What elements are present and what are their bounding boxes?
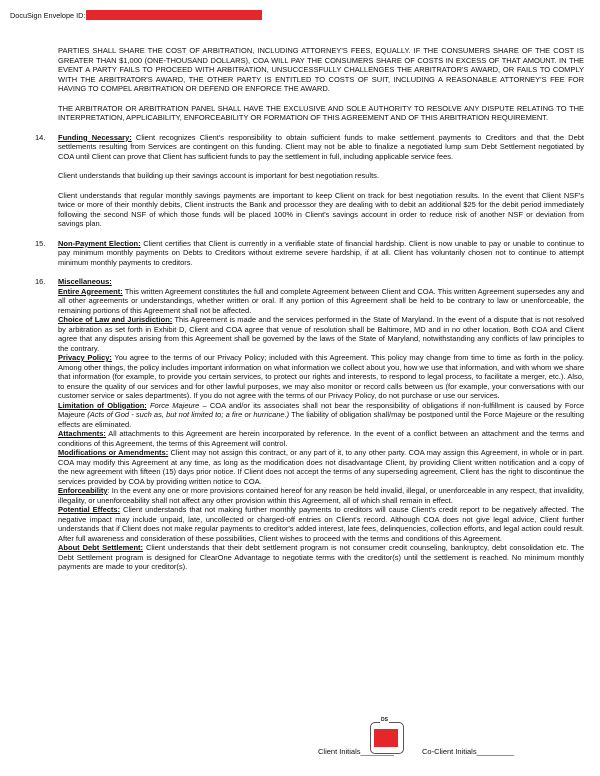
- clause-heading: Privacy Policy:: [58, 353, 112, 362]
- section-heading: Non-Payment Election:: [58, 238, 141, 248]
- clause-text: Client understands that their debt settlement program is not consumer credit counseling, bankruptcy, debt consolidation etc. The Debt Settlement program is designed for ClearOne Advantage to negotiate terms with the creditor(s) until the settlement is reached. No minimum monthly payments are made to your creditor(s).: [58, 543, 584, 571]
- document-body: [35, 46, 585, 582]
- clause-text: The liability of obligation shall/may be postponed until the Force Majeure or the resulting effects are eliminated.: [58, 410, 585, 429]
- savings-paragraph: Client understands that building up their savings account is important for best negotiation results.: [58, 171, 380, 180]
- section-text: Client certifies that Client is currently in a verifiable state of financial hardship. Client is now unable to pay or unable to continue to pay minimum monthly payments on Debts to Creditors without extreme severe hardship, if at all. Client has voluntarily chosen not to continue to attempt minimum monthly payments to creditors.: [58, 238, 584, 267]
- privacy-policy-clause: [58, 353, 584, 401]
- clause-heading: Enforceability: [58, 486, 108, 495]
- clause-heading: About Debt Settlement:: [58, 543, 144, 552]
- section-number: 14.: [35, 132, 46, 142]
- clause-text: This written Agreement constitutes the full and complete Agreement between Client and COA. This written Agreement supersedes any and all other agreements or understandings, whether written or oral. If any portion of this Agreement shall be held to be contrary to law or unenforceable, the remaining portions of this Agreement shall not be affected.: [58, 286, 584, 315]
- section-number: 15.: [35, 238, 46, 248]
- clause-heading: Limitation of Obligation:: [58, 400, 147, 410]
- entire-agreement-clause: [58, 287, 584, 316]
- attachments-clause: [58, 429, 584, 448]
- section-14: [34, 133, 584, 229]
- nsf-paragraph: Client understands that regular monthly savings payments are important to keep Client on track for best negotiation results. In the event that Client NSF's twice or more of their monthly debits, Client instructs the Bank and processor they are dealing with to debit an additional $25 for the debit period immediately following the second NSF of which those funds will be placed 100% in Client's savings account in order to reduce risk of another NSF or deviation from savings plan.: [58, 190, 584, 228]
- arbitration-authority-paragraph: THE ARBITRATOR OR ARBITRATION PANEL SHALL HAVE THE EXCLUSIVE AND SOLE AUTHORITY TO RESOLVE ANY DISPUTE RELATING TO THE INTERPRETATION, APPLICABILITY, ENFORCEABILITY OR FORMATION OF THIS AGREEMENT AND OF THIS ARBITRATION REQUIREMENT.: [58, 103, 584, 122]
- non-payment-paragraph: [58, 239, 584, 268]
- section-number: 16.: [35, 277, 46, 286]
- section-heading: Funding Necessary:: [58, 132, 132, 142]
- clause-heading: Attachments:: [58, 429, 106, 438]
- miscellaneous-heading: Miscellaneous:: [58, 277, 112, 286]
- clause-italic: (Acts of God - such as, but not limited to; a fire or hurricane.): [87, 410, 290, 419]
- section-text: Client recognizes Client's responsibility to obtain sufficient funds to make settlement payments to Creditors and that the Debt settlements resulting from Services are contingent on this funding. Client may not be able to finalize a negotiated lump sum Debt Settlement negotiated by COA until Client can prove that Client has sufficient funds to pay the settlement in full, including applicable service fees.: [58, 132, 584, 161]
- envelope-id-label: [10, 10, 262, 20]
- clause-text: : In the event any one or more provisions contained hereof for any reason be held invalid, illegal, or unenforceable in any respect, that invalidity, illegality, or unenforceability shall not affect any other provision within this Agreement, all of which shall remain in effect.: [58, 486, 584, 505]
- clause-text: Client may not assign this contract, or any part of it, to any other party. COA may assign this Agreement, in whole or in part. COA may modify this Agreement at any time, as long as the modification does not disadvantage Client, by providing Client written notification and a copy of the new agreement with fifteen (15) days prior notice. If Client does not accept the terms of any superseding agreement, Client has the right to discontinue the services provided by COA by providing written notice to COA.: [58, 448, 584, 486]
- clause-heading: Modifications or Amendments:: [58, 448, 169, 457]
- clause-text: – COA and/or its associates shall not bear the responsibility of obligations if non-fulfillment is caused by Force Majeure: [58, 400, 585, 419]
- choice-of-law-clause: [58, 315, 584, 353]
- clause-text: You agree to the terms of our Privacy Policy; included with this Agreement. This policy may change from time to time as forth in the policy. Among other things, the policy includes important information on what information we collect about you, how we use that information, and with whom we share that information (for example, to provide you certain services, to protect our rights and interests, to respond to legal process, to facilitate a merger, etc.). Also, to ensure the quality of our services and for other lawful purposes, we may also monitor or record calls between us (for example, your conversations with our customer service or sales departments). If you do not agree with the terms of our Privacy Policy, do not purchase or use our services.: [58, 353, 584, 400]
- co-client-initials-label: Co-Client Initials_________: [422, 747, 515, 756]
- clause-text: Client understands that not making further monthly payments to creditors will cause Client's credit report to be negatively affected. The negative impact may include unpaid, late, uncollected or charged-off entries on Client's record. Although COA does not give legal advice, Client further understands that if Client does not make regular payments to creditor's added interest, late fees, delinquencies, collection efforts, and legal action could result. After full awareness and consideration of these possibilities, Client wishes to proceed with the terms and conditions of this Agreement.: [58, 505, 585, 543]
- section-heading: [58, 277, 584, 287]
- clause-heading: Choice of Law and Jurisdiction:: [58, 315, 173, 324]
- docusign-tag: DS: [381, 717, 388, 723]
- arbitration-cost-paragraph: PARTIES SHALL SHARE THE COST OF ARBITRATION, INCLUDING ATTORNEY'S FEES, EQUALLY. IF THE CONSUMERS SHARE OF THE COST IS GREATER THAN $1,000 (ONE-THOUSAND DOLLARS), COA WILL PAY THE CONSUMERS SHARE OF COSTS IN EXCESS OF THAT AMOUNT. IN THE EVENT A PARTY FAILS TO PROCEED WITH ARBITRATION, UNSUCCESSFULLY CHALLENGES THE ARBITRATOR'S AWARD, OR FAILS TO COMPLY WITH THE ARBITRATOR'S AWARD, THE OTHER PARTY IS ENTITLED TO COSTS OF SUIT, INCLUDING A REASONABLE ATTORNEY'S FEE FOR HAVING TO COMPEL ARBITRATION OR DEFEND OR ENFORCE THE AWARD.: [58, 46, 584, 93]
- section-15: [34, 239, 584, 268]
- client-initials-label: Client Initials________: [318, 747, 394, 756]
- clause-heading: Potential Effects:: [58, 505, 121, 514]
- enforceability-clause: [58, 486, 584, 505]
- clause-italic: Force Majeure: [149, 400, 200, 410]
- funding-necessary-paragraph: [58, 133, 584, 162]
- potential-effects-clause: [58, 505, 584, 543]
- limitation-clause: [58, 401, 584, 430]
- redacted-initials: [374, 729, 398, 747]
- section-16: [34, 277, 584, 572]
- redacted-envelope-id: [86, 10, 262, 20]
- clause-text: This Agreement is made and the services performed in the State of Maryland. In the event of a dispute that is not resolved by arbitration as set forth in Exhibit D, Client and COA agree that venue of resolution shall be Baltimore, MD and in no other location. Both COA and Client agree that any disputes arising from this Agreement shall be governed by the laws of the State of Maryland, notwithstanding any conflicts of law principles to the contrary.: [58, 315, 584, 353]
- about-debt-settlement-clause: [58, 543, 584, 572]
- envelope-id-text: DocuSign Envelope ID:: [10, 11, 86, 20]
- modifications-clause: [58, 448, 584, 486]
- clause-heading: Entire Agreement:: [58, 286, 123, 296]
- clause-text: All attachments to this Agreement are herein incorporated by reference. In the event of a conflict between an attachment and the terms and conditions of this Agreement, the terms of this Agreement will control.: [58, 429, 584, 448]
